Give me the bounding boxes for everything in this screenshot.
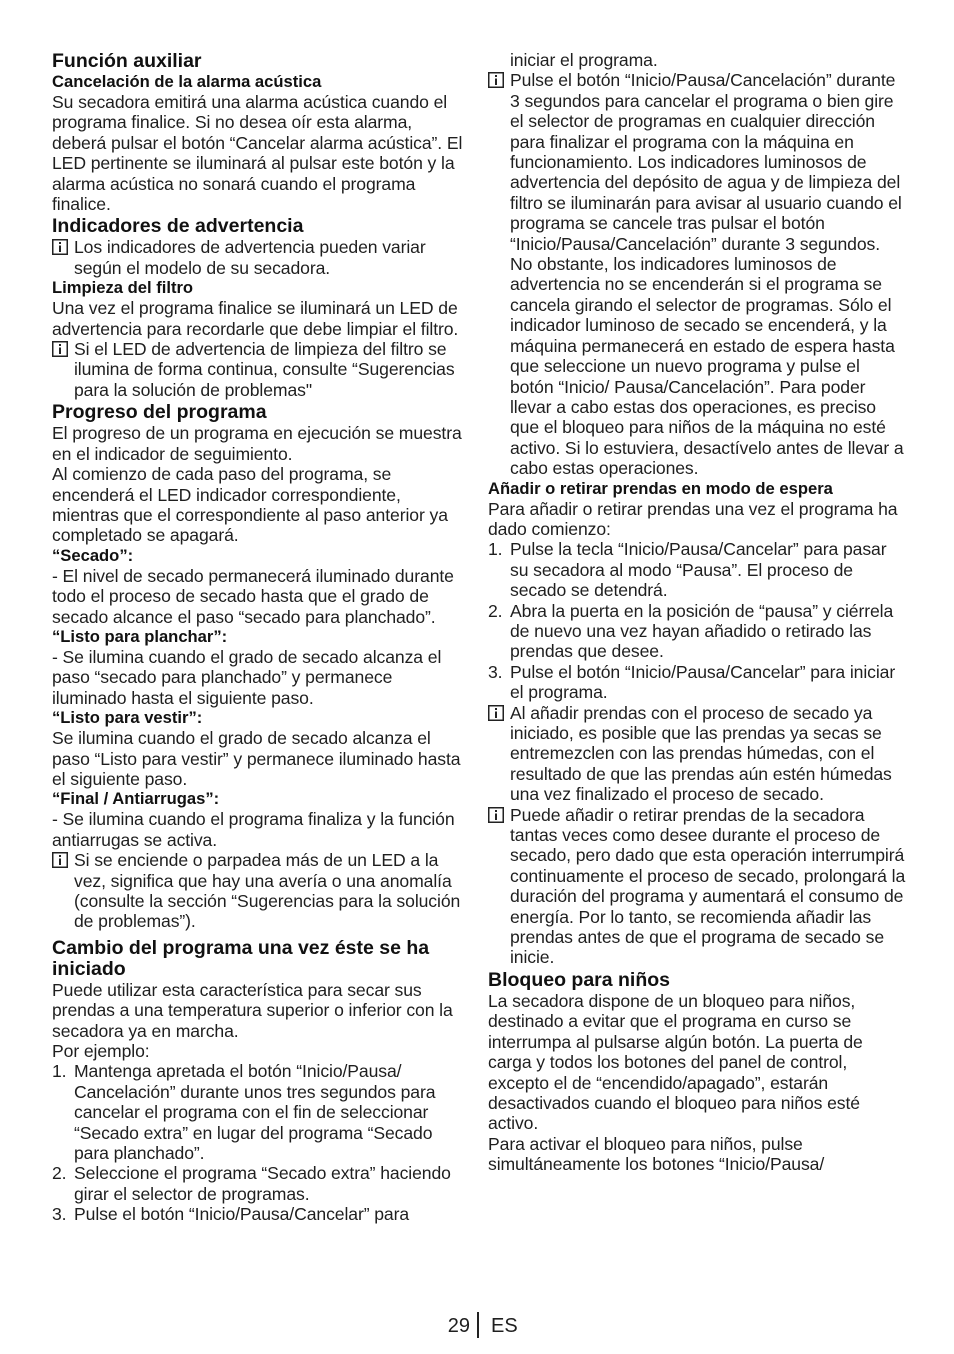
list-number: 1. <box>52 1061 67 1082</box>
section-title-bloqueo-ninos: Bloqueo para niños <box>488 968 671 991</box>
list-item <box>52 1163 470 1204</box>
paragraph-final-antiarrugas: - Se ilumina cuando el programa finaliza y la función antiarrugas se activa. <box>52 809 455 850</box>
subtitle-listo-vestir: “Listo para vestir”: <box>52 708 203 728</box>
note-prendas-humedas <box>488 703 906 805</box>
list-number: 2. <box>52 1163 67 1184</box>
subtitle-listo-planchar: “Listo para planchar”: <box>52 626 228 646</box>
subtitle-cancelacion-alarma: Cancelación de la alarma acústica <box>52 72 322 91</box>
list-number: 1. <box>488 539 503 560</box>
language-code: ES <box>491 1315 518 1337</box>
section-title-indicadores: Indicadores de advertencia <box>52 215 304 238</box>
note-indicadores <box>52 237 470 278</box>
paragraph-cambio-1: Puede utilizar esta característica para secar sus prendas a una temperatura superior o inferior con la secadora ya en marcha. <box>52 979 453 1041</box>
note-text: Si el LED de advertencia de limpieza del filtro se ilumina de forma continua, consulte “Sugerencias para la solución de problemas" <box>74 339 455 400</box>
paragraph-progreso-2: Al comienzo de cada paso del programa, se encenderá el LED indicador correspondiente, mientras que el correspondiente al paso anterior ya completado se apagará. <box>52 464 448 546</box>
list-item <box>488 601 906 662</box>
list-text: Pulse el botón “Inicio/Pausa/Cancelar” para <box>74 1204 410 1225</box>
paragraph-alarma: Su secadora emitirá una alarma acústica cuando el programa finalice. Si no desea oír esta alarma, deberá pulsar el botón “Cancelar alarma acústica”. El LED pertinente se iluminará al pulsar este botón y la alarma acústica no sonará cuando el programa finalice. <box>52 92 463 215</box>
info-icon <box>488 705 504 721</box>
paragraph-progreso-1: El progreso de un programa en ejecución se muestra en el indicador de seguimiento. <box>52 423 462 464</box>
section-title-progreso: Progreso del programa <box>52 401 267 424</box>
list-item <box>488 662 906 703</box>
note-limpieza <box>52 339 470 400</box>
paragraph-limpieza: Una vez el programa finalice se iluminará un LED de advertencia para recordarle que debe limpiar el filtro. <box>52 298 459 339</box>
list-text: Mantenga apretada el botón “Inicio/Pausa/ Cancelación” durante unos tres segundos para cancelar el programa con el fin de seleccionar “Secado extra” en lugar del programa “Secado para planchado”. <box>74 1061 436 1164</box>
list-text: Pulse el botón “Inicio/Pausa/Cancelar” para iniciar el programa. <box>510 661 896 703</box>
info-icon <box>52 341 68 357</box>
list-number: 2. <box>488 600 503 621</box>
paragraph-listo-vestir: Se ilumina cuando el grado de secado alcanza el paso “Listo para vestir” y permanece iluminado hasta el siguiente paso. <box>52 728 461 789</box>
section-title-cambio-programa: Cambio del programa una vez éste se ha iniciado <box>52 936 430 980</box>
paragraph-secado: - El nivel de secado permanecerá iluminado durante todo el proceso de secado hasta que el grado de secado alcance el paso “secado para planchado”. <box>52 565 454 627</box>
list-text: Abra la puerta en la posición de “pausa” y ciérrela de nuevo una vez hayan añadido o retirado las prendas que desee. <box>510 600 894 662</box>
list-text: Seleccione el programa “Secado extra” haciendo girar el selector de programas. <box>74 1163 451 1204</box>
subtitle-secado: “Secado”: <box>52 545 134 565</box>
page-number: 29 <box>447 1315 470 1337</box>
paragraph-cambio-2: Por ejemplo: <box>52 1041 150 1062</box>
note-cancelacion <box>488 70 906 478</box>
info-icon <box>52 239 68 255</box>
note-text: Pulse el botón “Inicio/Pausa/Cancelación” durante 3 segundos para cancelar el programa o bien gire el selector de programas en cualquier dirección para finalizar el programa con la máquina en funcionamiento. Los indicadores luminosos de advertencia del depósito de agua y de limpieza del filtro se iluminarán para avisar al usuario cuando el programa se cancele tras pulsar el botón “Inicio/Pausa/Cancelación” durante 3 segundos. No obstante, los indicadores luminosos de advertencia no se encenderán si el programa se cancela girando el selector de programas. Sólo el indicador luminoso de secado se encenderá, y la máquina permanecerá en estado de espera hasta que seleccione un nuevo programa y pulse el botón “Inicio/ Pausa/Cancelación”. Para poder llevar a cabo estas dos operaciones, es preciso que el bloqueo para niños de la máquina no esté activo. Si lo estuviera, desactívelo antes de llevar a cabo estas operaciones. <box>510 70 904 479</box>
info-icon <box>52 852 68 868</box>
section-title-funcion-auxiliar: Función auxiliar <box>52 50 202 72</box>
footer-divider <box>477 1312 479 1338</box>
info-icon <box>488 72 504 88</box>
note-text: Al añadir prendas con el proceso de secado ya iniciado, es posible que las prendas ya secas se entremezclen con las prendas húmedas, con el resultado de que las prendas aún estén húmedas una vez finalizado el proceso de secado. <box>510 702 892 805</box>
note-consumo <box>488 805 906 968</box>
note-text: Si se enciende o parpadea más de un LED a la vez, significa que hay una avería o una anomalía (consulte la sección “Sugerencias para la solución de problemas”). <box>74 850 461 932</box>
paragraph-continuation: iniciar el programa. <box>510 50 658 70</box>
steps-list-anadir <box>488 539 906 702</box>
list-text: Pulse la tecla “Inicio/Pausa/Cancelar” para pasar su secadora al modo “Pausa”. El proceso de secado se detendrá. <box>510 539 887 601</box>
paragraph-bloqueo-2: Para activar el bloqueo para niños, pulse simultáneamente los botones “Inicio/Pausa/ <box>488 1133 825 1175</box>
note-text: Puede añadir o retirar prendas de la secadora tantas veces como desee durante el proceso de secado, pero dado que esta operación interrumpirá continuamente el proceso de secado, prolongará la duración del programa y aumentará el consumo de energía. Por lo tanto, se recomienda añadir las prendas antes de que el programa de secado se inicie. <box>510 804 906 968</box>
list-number: 3. <box>52 1204 67 1225</box>
steps-list-cambio <box>52 1061 470 1224</box>
note-averia <box>52 850 470 932</box>
list-item <box>52 1061 470 1163</box>
subtitle-anadir-retirar: Añadir o retirar prendas en modo de espera <box>488 478 833 498</box>
subtitle-final-antiarrugas: “Final / Antiarrugas”: <box>52 789 220 809</box>
list-item <box>52 1204 470 1224</box>
subtitle-limpieza-filtro: Limpieza del filtro <box>52 278 194 298</box>
page-footer <box>0 1311 954 1341</box>
paragraph-listo-planchar: - Se ilumina cuando el grado de secado alcanza el paso “secado para planchado” y permanece iluminado hasta el siguiente paso. <box>52 646 442 708</box>
paragraph-anadir: Para añadir o retirar prendas una vez el programa ha dado comienzo: <box>488 498 898 539</box>
right-column <box>488 50 906 1175</box>
info-icon <box>488 807 504 823</box>
left-column <box>52 49 470 1225</box>
paragraph-bloqueo-1: La secadora dispone de un bloqueo para niños, destinado a evitar que el programa en curso se interrumpa al pulsarse algún botón. La puerta de carga y todos los botones del panel de control, excepto el de “encendido/apagado”, estarán desactivados cuando el bloqueo para niños esté activo. <box>488 990 863 1134</box>
list-number: 3. <box>488 661 503 682</box>
note-text: Los indicadores de advertencia pueden variar según el modelo de su secadora. <box>74 237 426 278</box>
list-item <box>488 539 906 600</box>
